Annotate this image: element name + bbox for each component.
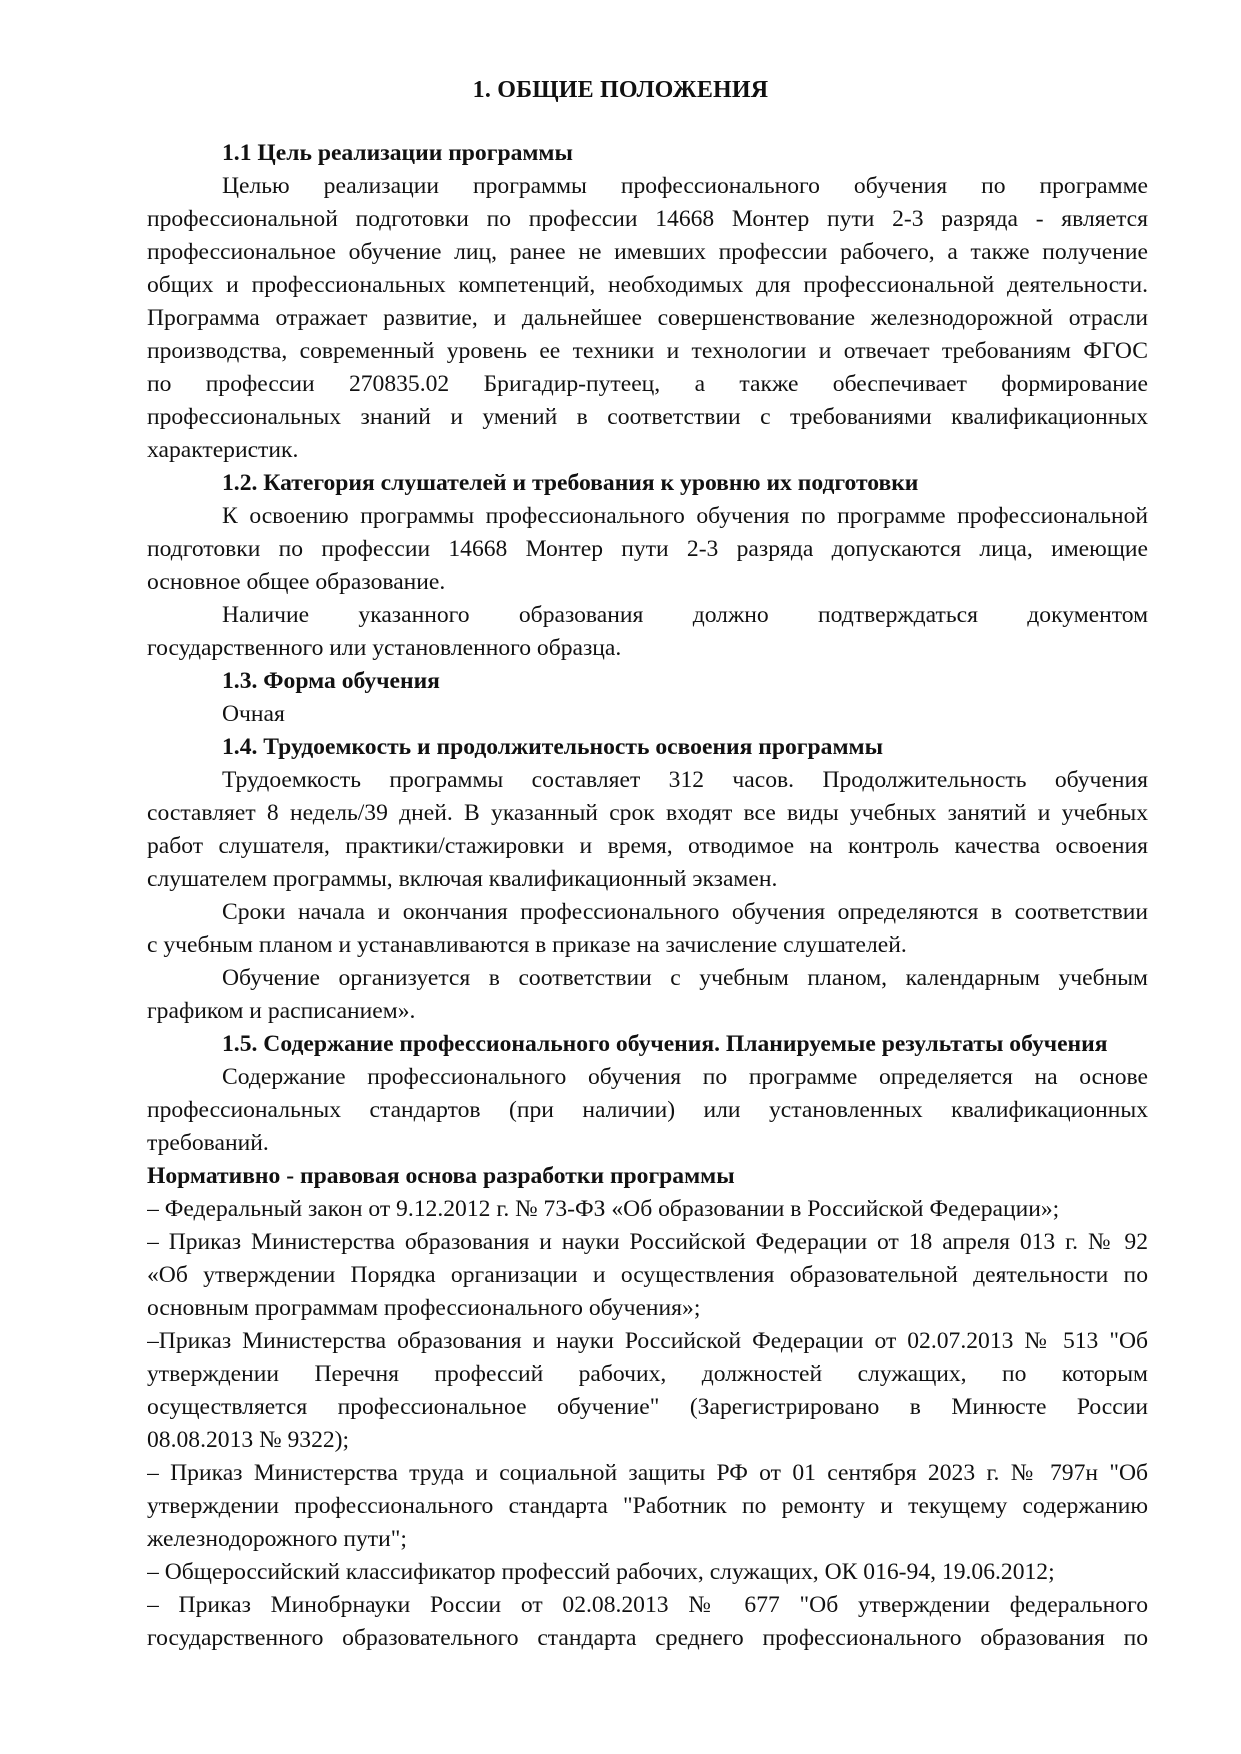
text-line: профессиональных знаний и умений в соответствии с требованиями квалификационных	[147, 404, 1148, 430]
text-line: подготовки по профессии 14668 Монтер пути 2-3 разряда допускаются лица, имеющие	[147, 536, 1148, 562]
paragraph	[147, 1556, 1148, 1589]
text-line: составляет 8 недель/39 дней. В указанный срок входят все виды учебных занятий и учебных	[147, 800, 1148, 826]
section-heading	[147, 665, 1148, 698]
heading-text: 1.4. Трудоемкость и продолжительность освоения программы	[222, 734, 884, 760]
text-line: слушателем программы, включая квалификационный экзамен.	[147, 866, 778, 892]
text-line: утверждении профессионального стандарта "Работник по ремонту и текущему содержанию	[147, 1493, 1148, 1519]
text-line: железнодорожного пути";	[147, 1526, 407, 1552]
paragraph	[147, 1325, 1148, 1457]
text-line: Программа отражает развитие, и дальнейшее совершенствование железнодорожной отрасли	[147, 305, 1148, 331]
section-heading	[147, 1028, 1148, 1061]
text-line: основным программам профессионального обучения»;	[147, 1295, 701, 1321]
section-heading	[147, 731, 1148, 764]
text-line: графиком и расписанием».	[147, 998, 416, 1024]
text-line: –Приказ Министерства образования и науки Российской Федерации от 02.07.2013 № 513 "Об	[147, 1328, 1148, 1354]
paragraph	[147, 599, 1148, 665]
paragraph	[147, 698, 1148, 731]
paragraph	[147, 1589, 1148, 1655]
text-line: Обучение организуется в соответствии с учебным планом, календарным учебным	[222, 965, 1148, 991]
paragraph	[147, 1457, 1148, 1556]
text-line: с учебным планом и устанавливаются в приказе на зачисление слушателей.	[147, 932, 907, 958]
heading-text: Нормативно - правовая основа разработки программы	[147, 1163, 735, 1189]
text-line: утверждении Перечня профессий рабочих, должностей служащих, по которым	[147, 1361, 1148, 1387]
text-line: профессиональных стандартов (при наличии) или установленных квалификационных	[147, 1097, 1148, 1123]
page-title: 1. ОБЩИЕ ПОЛОЖЕНИЯ	[472, 77, 769, 103]
section-heading	[147, 467, 1148, 500]
text-line: общих и профессиональных компетенций, необходимых для профессиональной деятельности.	[147, 272, 1148, 298]
heading-text: 1.5. Содержание профессионального обучения. Планируемые результаты обучения	[222, 1031, 1108, 1057]
text-line: характеристик.	[147, 437, 299, 463]
text-line: по профессии 270835.02 Бригадир-путеец, а также обеспечивает формирование	[147, 371, 1148, 397]
text-line: производства, современный уровень ее техники и технологии и отвечает требованиям ФГОС	[147, 338, 1148, 364]
text-line: – Приказ Минобрнауки России от 02.08.2013 № 677 "Об утверждении федерального	[147, 1592, 1148, 1618]
text-line: профессиональное обучение лиц, ранее не имевших профессии рабочего, а также получение	[147, 239, 1148, 265]
paragraph	[147, 896, 1148, 962]
document-body	[147, 137, 1148, 1655]
text-line: профессиональной подготовки по профессии 14668 Монтер пути 2-3 разряда - является	[147, 206, 1148, 232]
text-line: Целью реализации программы профессионального обучения по программе	[222, 173, 1148, 199]
text-line: Содержание профессионального обучения по программе определяется на основе	[222, 1064, 1148, 1090]
text-line: – Общероссийский классификатор профессий рабочих, служащих, ОК 016-94, 19.06.2012;	[147, 1559, 1055, 1585]
heading-text: 1.3. Форма обучения	[222, 668, 440, 694]
text-line: Очная	[222, 701, 285, 727]
section-heading	[147, 137, 1148, 170]
paragraph	[147, 764, 1148, 896]
text-line: работ слушателя, практики/стажировки и время, отводимое на контроль качества освоения	[147, 833, 1148, 859]
text-line: государственного образовательного стандарта среднего профессионального образования по	[147, 1625, 1148, 1651]
text-line: основное общее образование.	[147, 569, 446, 595]
paragraph	[147, 962, 1148, 1028]
text-line: 08.08.2013 № 9322);	[147, 1427, 350, 1453]
text-line: Наличие указанного образования должно подтверждаться документом	[222, 602, 1148, 628]
heading-text: 1.2. Категория слушателей и требования к уровню их подготовки	[222, 470, 919, 496]
text-line: – Приказ Министерства труда и социальной защиты РФ от 01 сентября 2023 г. № 797н "Об	[147, 1460, 1148, 1486]
text-line: «Об утверждении Порядка организации и осуществления образовательной деятельности по	[147, 1262, 1148, 1288]
text-line: – Приказ Министерства образования и науки Российской Федерации от 18 апреля 013 г. № 92	[147, 1229, 1148, 1255]
paragraph	[147, 1061, 1148, 1160]
text-line: осуществляется профессиональное обучение" (Зарегистрировано в Минюсте России	[147, 1394, 1148, 1420]
paragraph	[147, 170, 1148, 467]
paragraph	[147, 1193, 1148, 1226]
paragraph	[147, 1226, 1148, 1325]
text-line: – Федеральный закон от 9.12.2012 г. № 73-ФЗ «Об образовании в Российской Федерации»;	[147, 1196, 1060, 1222]
text-line: государственного или установленного образца.	[147, 635, 622, 661]
text-line: требований.	[147, 1130, 269, 1156]
paragraph	[147, 500, 1148, 599]
section-heading	[147, 1160, 1148, 1193]
heading-text: 1.1 Цель реализации программы	[222, 140, 573, 166]
text-line: К освоению программы профессионального обучения по программе профессиональной	[222, 503, 1148, 529]
text-line: Трудоемкость программы составляет 312 часов. Продолжительность обучения	[222, 767, 1148, 793]
text-line: Сроки начала и окончания профессионального обучения определяются в соответствии	[222, 899, 1148, 925]
